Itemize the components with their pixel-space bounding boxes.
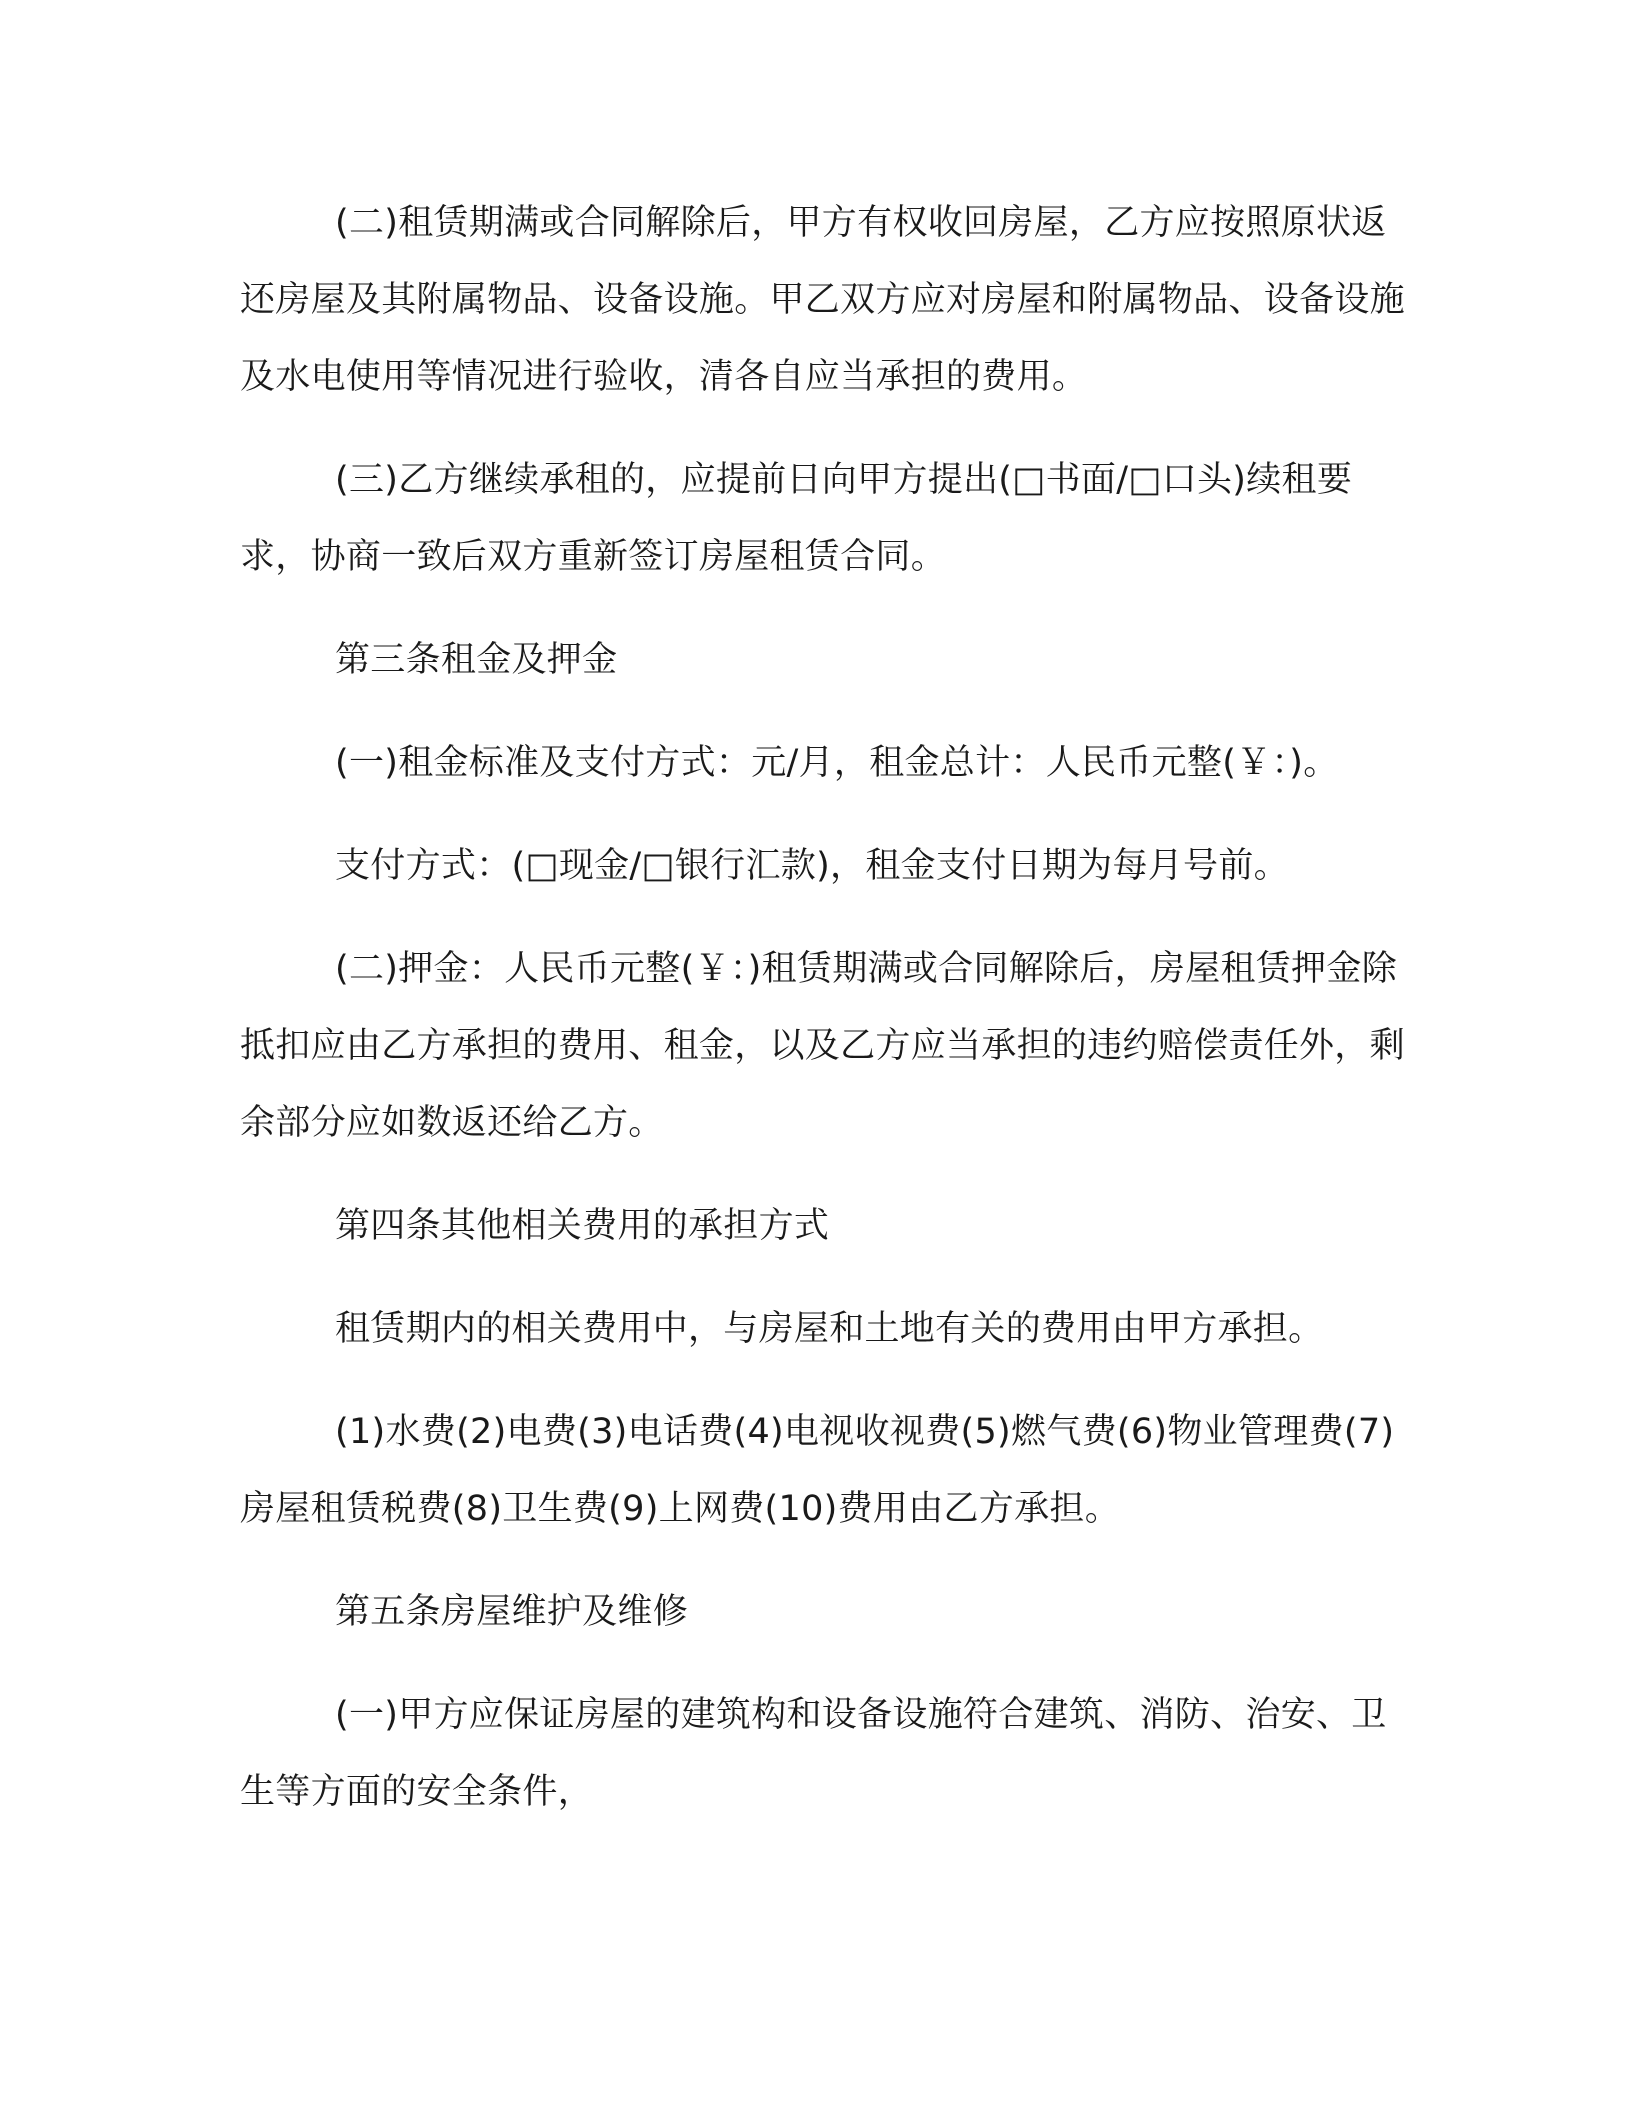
- section-heading-maintenance: 第五条房屋维护及维修: [335, 1592, 689, 1632]
- paragraph-rent-standard: (一)租金标准及支付方式：元/月，租金总计：人民币元整(￥：)。: [335, 743, 1339, 783]
- paragraph-tenant-fees-list: (1)水费(2)电费(3)电话费(4)电视收视费(5)燃气费(6)物业管理费(7)房屋租赁税费(8)卫生费(9)上网费(10)费用由乙方承担。: [240, 1412, 1395, 1529]
- document-body: [240, 185, 1410, 1857]
- section-heading-rent-deposit: 第三条租金及押金: [335, 640, 618, 680]
- section-heading-other-fees: 第四条其他相关费用的承担方式: [335, 1206, 830, 1246]
- paragraph-payment-method: 支付方式：(□现金/□银行汇款)，租金支付日期为每月号前。: [335, 846, 1289, 886]
- paragraph-land-fees: 租赁期内的相关费用中，与房屋和土地有关的费用由甲方承担。: [335, 1309, 1324, 1349]
- paragraph-lease-end-return: (二)租赁期满或合同解除后，甲方有权收回房屋，乙方应按照原状返还房屋及其附属物品、设备设施。甲乙双方应对房屋和附属物品、设备设施及水电使用等情况进行验收，清各自应当承担的费用。: [240, 203, 1405, 397]
- paragraph-safety-conditions: (一)甲方应保证房屋的建筑构和设备设施符合建筑、消防、治安、卫生等方面的安全条件，: [240, 1695, 1387, 1812]
- paragraph-deposit: (二)押金：人民币元整(￥：)租赁期满或合同解除后，房屋租赁押金除抵扣应由乙方承担的费用、租金，以及乙方应当承担的违约赔偿责任外，剩余部分应如数返还给乙方。: [240, 949, 1405, 1143]
- paragraph-lease-renewal: (三)乙方继续承租的，应提前日向甲方提出(□书面/□口头)续租要求，协商一致后双方重新签订房屋租赁合同。: [240, 460, 1353, 577]
